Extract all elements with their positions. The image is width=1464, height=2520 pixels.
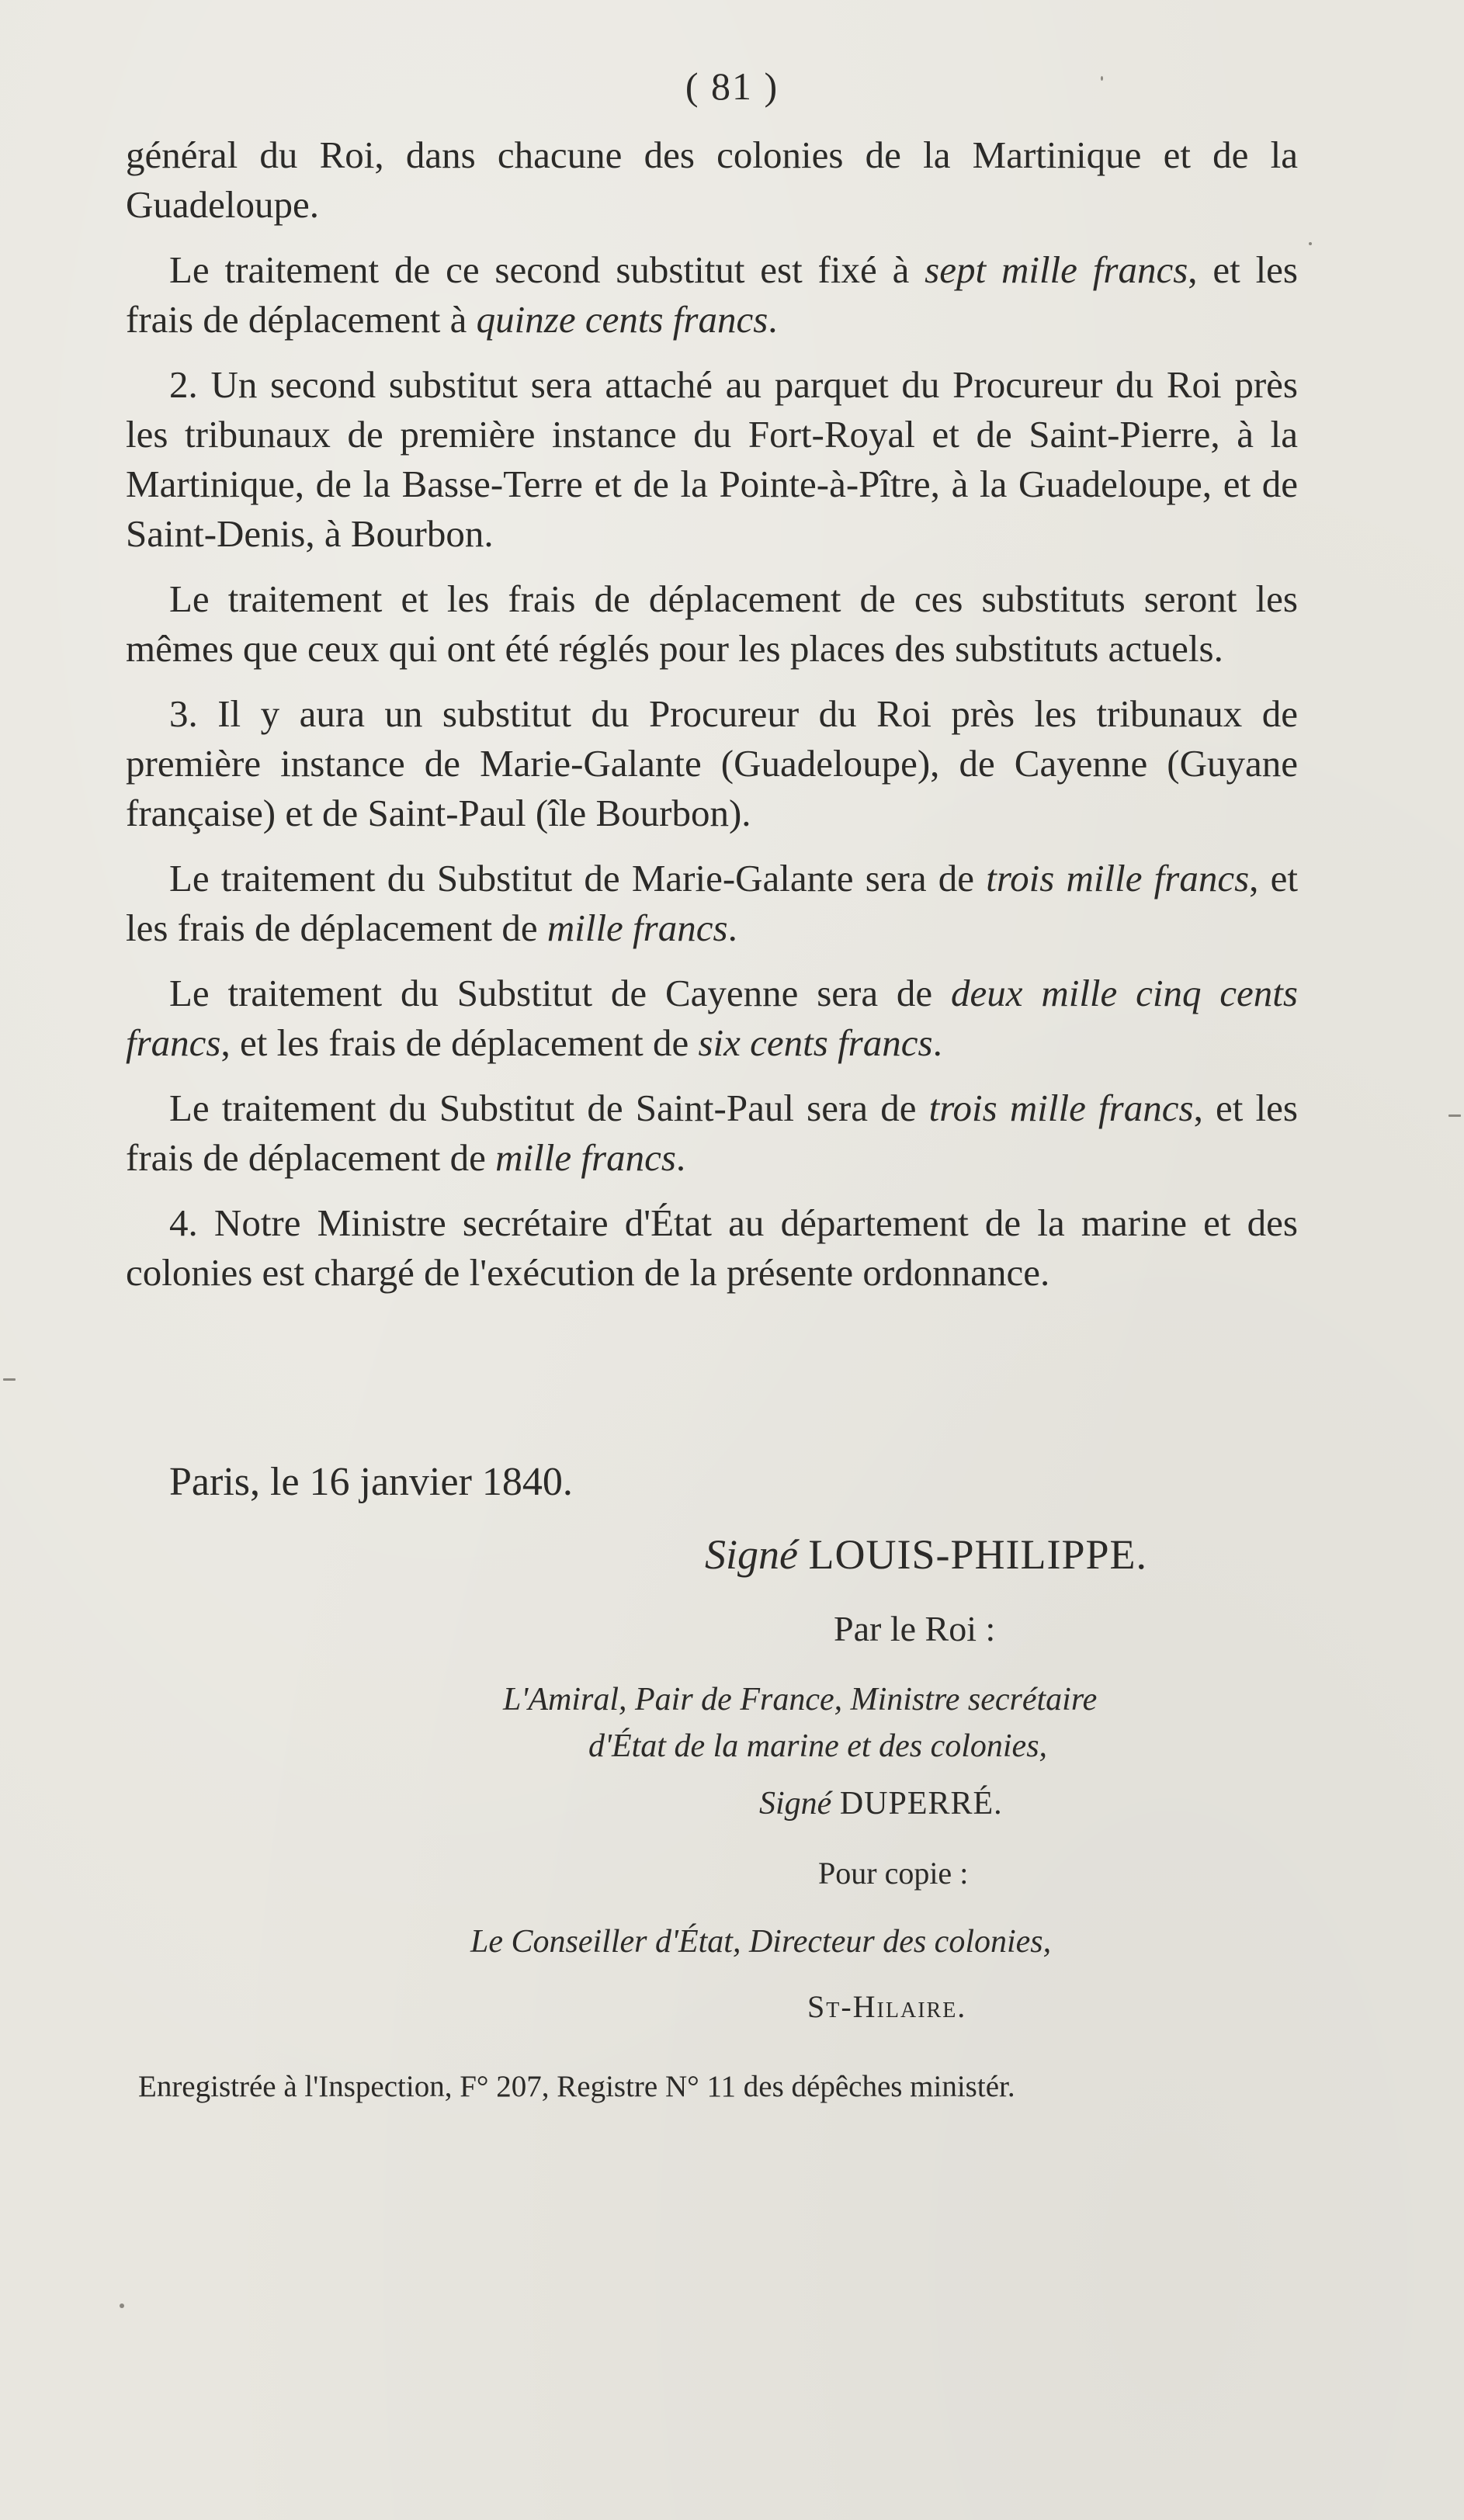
paper-speck <box>120 2303 124 2308</box>
paragraph <box>126 245 1298 345</box>
text-run: 2. Un second substitut sera attaché au parquet du Procureur du Roi près les tribunaux de première instance du Fort-Royal et de Saint-Pierre, à la Martinique, de la Basse-Terre et de la Pointe-à-Pître, à la Guadeloupe, et de Saint-Denis, à Bourbon. <box>126 363 1298 555</box>
ordinance-body-text <box>126 130 1298 1313</box>
minister-signature <box>759 1785 1003 1822</box>
paragraph <box>126 360 1298 559</box>
paper-speck <box>1309 242 1312 245</box>
italic-text: six cents francs <box>698 1021 933 1064</box>
italic-text: mille francs <box>495 1136 676 1179</box>
signe-label: Signé <box>705 1531 798 1578</box>
minister-name: DUPERRÉ. <box>839 1786 1003 1822</box>
registration-line: Enregistrée à l'Inspection, F° 207, Registre N° 11 des dépêches ministér. <box>138 2070 1015 2103</box>
paper-speck <box>3 1378 16 1381</box>
paragraph <box>126 574 1298 674</box>
text-run: Le traitement du Substitut de Cayenne sera de <box>169 972 951 1014</box>
text-run: Le traitement du Substitut de Marie-Galante sera de <box>169 857 987 900</box>
italic-text: quinze cents francs <box>476 298 768 341</box>
director-signature: St-Hilaire. <box>807 1989 967 2024</box>
text-run: Le traitement du Substitut de Saint-Paul sera de <box>169 1087 929 1129</box>
text-run: . <box>675 1136 686 1179</box>
king-name: LOUIS-PHILIPPE. <box>808 1531 1147 1578</box>
paragraph <box>126 130 1298 230</box>
text-run: , et les frais de déplacement de <box>220 1021 699 1064</box>
page-number: ( 81 ) <box>685 64 779 108</box>
conseiller-line: Le Conseiller d'État, Directeur des colonies, <box>470 1924 1052 1960</box>
text-run: 4. Notre Ministre secrétaire d'État au département de la marine et des colonies est chargé de l'exécution de la présente ordonnance. <box>126 1201 1298 1294</box>
text-run: 3. Il y aura un substitut du Procureur du Roi près les tribunaux de première instance de Marie-Galante (Guadeloupe), de Cayenne (Guyane française) et de Saint-Paul (île Bourbon). <box>126 692 1298 834</box>
text-run: , et les frais de déplacement de <box>126 857 1298 949</box>
paragraph <box>126 1198 1298 1298</box>
date-line: Paris, le 16 janvier 1840. <box>169 1460 573 1504</box>
italic-text: trois mille francs <box>986 857 1250 900</box>
par-le-roi: Par le Roi : <box>834 1609 996 1648</box>
paragraph <box>126 689 1298 838</box>
signe-label: Signé <box>759 1786 832 1822</box>
king-signature <box>705 1530 1147 1579</box>
text-run: . <box>727 906 737 949</box>
paper-speck <box>1101 76 1103 81</box>
text-run: Le traitement et les frais de déplacement de ces substituts seront les mêmes que ceux qui ont été réglés pour les places des substituts actuels. <box>126 577 1298 670</box>
text-run: . <box>932 1021 942 1064</box>
pour-copie: Pour copie : <box>818 1856 969 1891</box>
italic-text: deux mille cinq cents francs <box>126 972 1298 1064</box>
text-run: Le traitement de ce second substitut est fixé à <box>169 248 925 291</box>
paragraph <box>126 1083 1298 1183</box>
italic-text: trois mille francs <box>928 1087 1194 1129</box>
italic-text: sept mille francs <box>925 248 1188 291</box>
paragraph <box>126 854 1298 953</box>
paragraph <box>126 969 1298 1068</box>
text-run: général du Roi, dans chacune des colonies de la Martinique et de la Guadeloupe. <box>126 133 1298 226</box>
minister-title-line-1: L'Amiral, Pair de France, Ministre secrétaire <box>503 1682 1098 1718</box>
text-run: , et les frais de déplacement de <box>126 1087 1298 1179</box>
text-run: , et les frais de déplacement à <box>126 248 1298 341</box>
italic-text: mille francs <box>546 906 728 949</box>
text-run: . <box>768 298 778 341</box>
paper-speck <box>1448 1114 1461 1117</box>
minister-title-line-2: d'État de la marine et des colonies, <box>588 1728 1048 1764</box>
